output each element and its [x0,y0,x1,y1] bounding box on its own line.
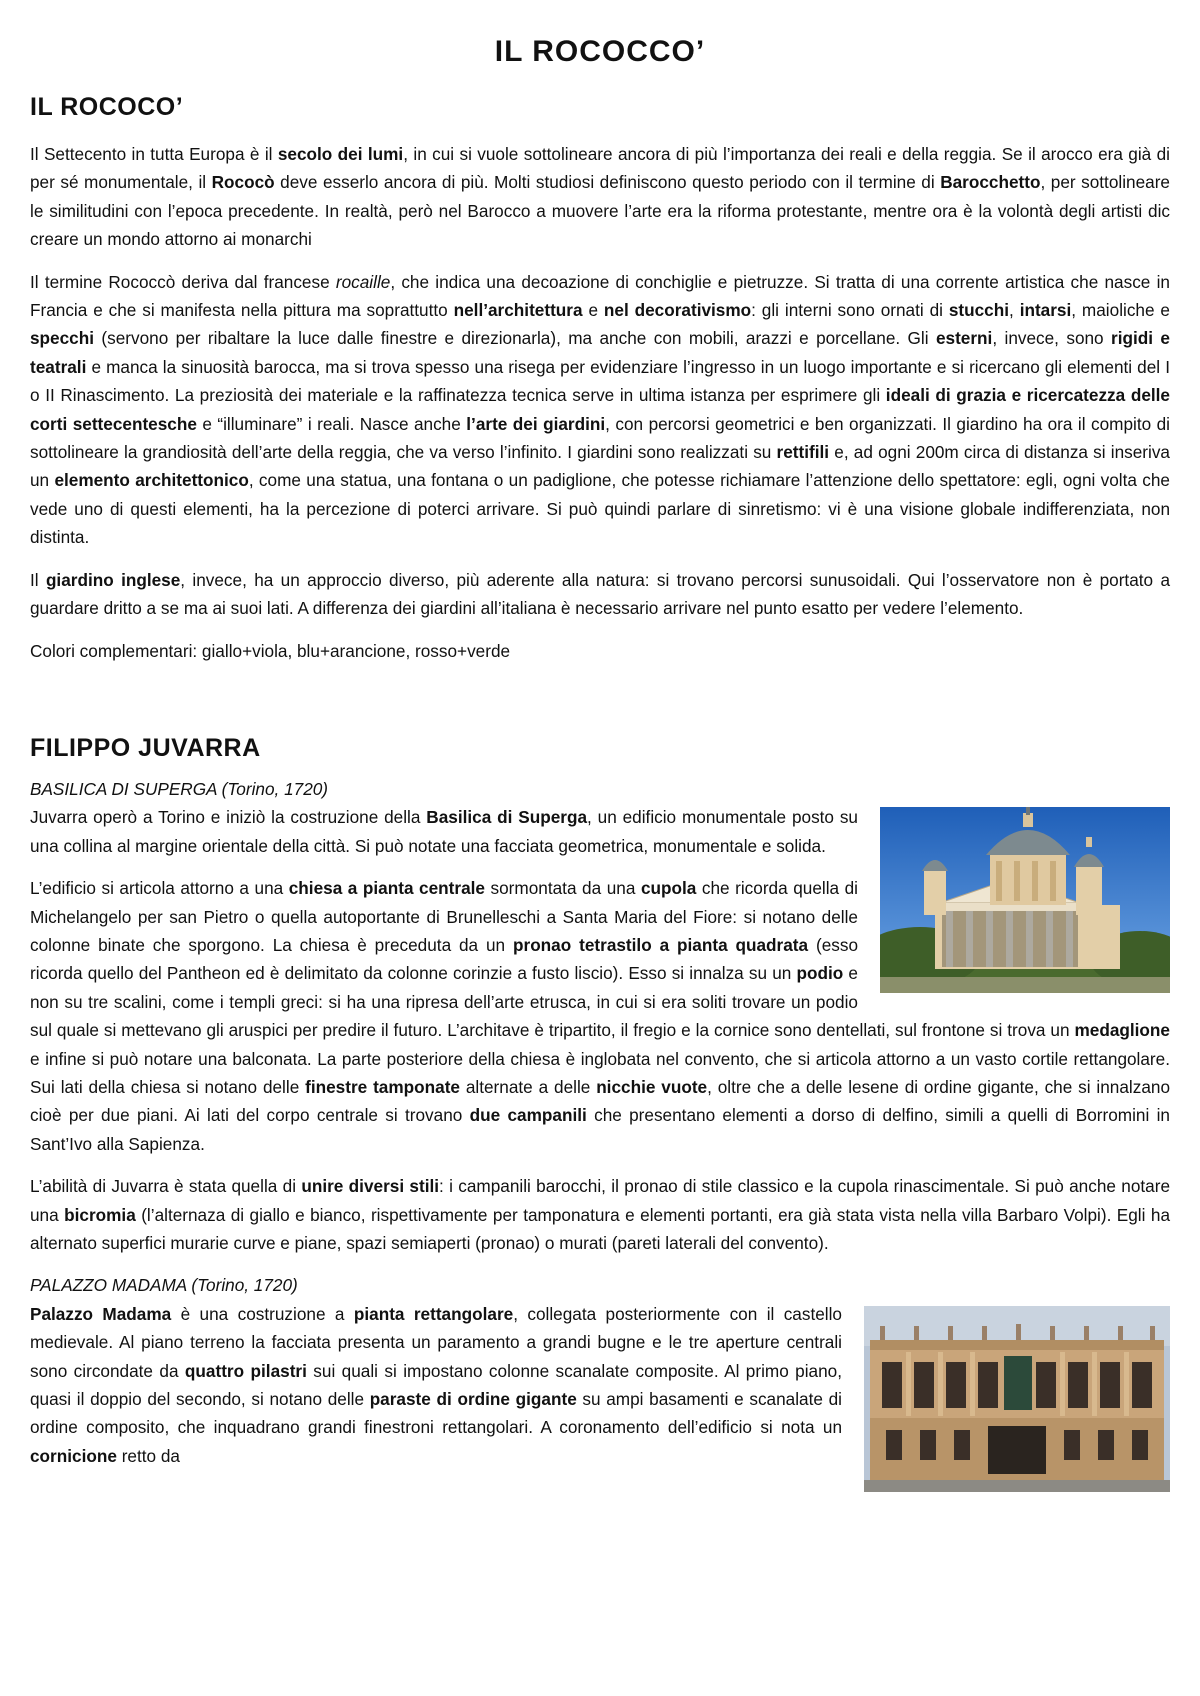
section-heading-rococo: IL ROCOCO’ [30,93,184,121]
paragraph-rococo-intro: Il Settecento in tutta Europa è il secolo dei lumi, in cui si vuole sottolineare ancora di più l’importanza dei reali e della reggia. Se il arocco era già di per sé monumentale, il Rococò deve esserlo ancora di più. Molti studiosi definiscono questo periodo con il termine di Barocchetto, per sottolineare le similitudini con l’epoca precedente. In realtà, però nel Barocco a muovere l’arte era la riforma protestante, mentre ora è la volontà degli artisti dic creare un mondo attorno ai monarchi [30,144,1170,250]
palazzo-madama-illustration [864,1306,1170,1492]
document-title: IL ROCOCCO’ [494,35,706,68]
palazzo-madama-photo [864,1306,1170,1492]
paragraph-english-garden: Il giardino inglese, invece, ha un approccio diverso, più aderente alla natura: si trovano percorsi sunusoidali. Qui l’osservatore non è portato a guardare dritto a se ma ai suoi lati. A differenza dei giardini all’italiana è necessario arrivare nel punto esatto per vedere l’elemento. [30,569,1170,619]
paragraph-complementary-colors: Colori complementari: giallo+viola, blu+arancione, rosso+verde [30,640,511,661]
basilica-superga-illustration [880,807,1170,993]
subheading-madama: PALAZZO MADAMA (Torino, 1720) [30,1275,298,1296]
subheading-superga: BASILICA DI SUPERGA (Torino, 1720) [30,778,329,799]
paragraph-superga-styles: L’abilità di Juvarra è stata quella di unire diversi stili: i campanili barocchi, il pronao di stile classico e la cupola rinascimentale. Si può anche notare una bicromia (l’alternaza di giallo e bianco, rispettivamente per tamponatura e elementi portanti, era già stata vista nella villa Barbaro Volpi). Egli ha alternato superfici murarie curve e piane, spazi semiaperti (pronao) o murati (pareti laterali del convento). [30,1176,1171,1253]
paragraph-superga-structure: L’edificio si articola attorno a una chiesa a pianta centrale sormontata da una cupola che ricorda quella di Michelangelo per san Pietro o quella autoportante di Brunelleschi a Santa Maria del Fiore: si notano delle colonne binate che sporgono. La chiesa è preceduta da un pronao tetrastilo a pianta quadrata (esso ricorda quello del Pantheon ed è delimitato da colonne corinzie a fusto liscio). Esso si innalza su un podio e non su tre scalini, come i templi greci: si ha una ripresa dell’arte etrusca, in cui si era soliti trovare un podio sul quale si mettevano gli aruspici per predire il futuro. L’architave è tripartito, il fregio e la cornice sono dentellati, sul frontone si trova un medaglione e infine si può notare una balconata. La parte posteriore della chiesa è inglobata nel convento, che si articola attorno a un vasto cortile rettangolare. Sui lati della chiesa si notano delle finestre tamponate alternate a delle nicchie vuote, oltre che a delle lesene di ordine gigante, che si innalzano cioè per due piani. Ai lati del corpo centrale si trovano due campanili che presentano elementi a dorso di delfino, simili a quelli di Borromini in Sant’Ivo alla Sapienza. [30,878,1171,1154]
basilica-superga-photo [880,807,1170,993]
paragraph-superga-intro: Juvarra operò a Torino e iniziò la costruzione della Basilica di Superga, un edificio monumentale posto su una collina al margine orientale della città. Si può notate una facciata geometrica, monumentale e solida. [30,807,858,856]
paragraph-madama: Palazzo Madama è una costruzione a pianta rettangolare, collegata posteriormente con il castello medievale. Al piano terreno la facciata presenta un paramento a grandi bugne e le tre aperture centrali sono circondate da quattro pilastri sui quali si impostano colonne scanalate composite. Al primo piano, quasi il doppio del secondo, si notano delle paraste di ordine gigante su ampi basamenti e scanalate di ordine composito, che inquadrano grandi finestroni rettangolari. A coronamento dell’edificio si nota un cornicione retto da [30,1303,843,1466]
section-heading-juvarra: FILIPPO JUVARRA [30,733,261,762]
paragraph-rococo-term: Il termine Rococcò deriva dal francese rocaille, che indica una decoazione di conchiglie e pietruzze. Si tratta di una corrente artistica che nasce in Francia e che si manifesta nella pittura ma soprattutto nell’architettura e nel decorativismo: gli interni sono ornati di stucchi, intarsi, maioliche e specchi (servono per ribaltare la luce dalle finestre e direzionarla), ma anche con mobili, arazzi e porcellane. Gli esterni, invece, sono rigidi e teatrali e manca la sinuosità barocca, ma si trova spesso una risega per evidenziare l’ingresso in un luogo importante e si ricercano gli elementi del I o II Rinascimento. La preziosità dei materiale e la raffinatezza tecnica serve in ultima istanza per esprimere gli ideali di grazia e ricercatezza delle corti settecentesche e “illuminare” i reali. Nasce anche l’arte dei giardini, con percorsi geometrici e ben organizzati. Il giardino ha ora il compito di sottolineare la grandiosità dell’arte della reggia, che va verso l’infinito. I giardini sono realizzati su rettifili e, ad ogni 200m circa di distanza si inseriva un elemento architettonico, come una statua, una fontana o un padiglione, che potesse richiamare l’attenzione dello spettatore: egli, ogni volta che vede uno di questi elementi, ha la percezione di poterci arrivare. Si può quindi parlare di sinretismo: vi è una visione globale indifferenziata, non distinta. [30,271,1171,548]
